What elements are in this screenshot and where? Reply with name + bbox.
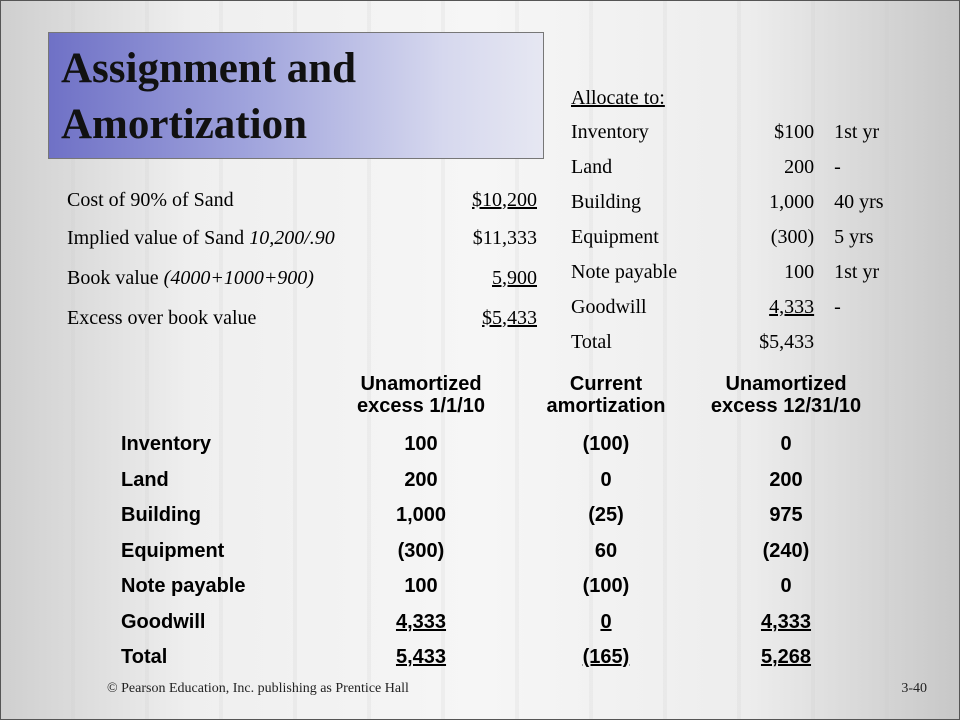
cell-end: 5,268 (760, 646, 812, 668)
allocation-heading: Allocate to: (571, 87, 665, 109)
row-label: Building (121, 504, 201, 526)
cell-current: 0 (600, 468, 612, 491)
cost-row (67, 182, 537, 218)
allocation-note: 1st yr (834, 121, 880, 143)
cell-end: 4,333 (760, 610, 812, 633)
slide-title (61, 41, 356, 153)
copyright-text: © Pearson Education, Inc. publishing as Prentice Hall (107, 681, 409, 696)
amortization-header (121, 373, 921, 427)
cell-start: 5,433 (395, 646, 447, 668)
allocation-note: 5 yrs (834, 226, 874, 248)
allocation-amount: 100 (784, 261, 815, 283)
allocation-table (571, 81, 911, 360)
cell-start: 4,333 (395, 610, 447, 633)
allocation-row (571, 185, 911, 220)
cost-row (67, 258, 537, 298)
table-row (121, 427, 921, 463)
amortization-table (121, 373, 921, 676)
cell-end: 200 (769, 468, 803, 491)
cell-current: (100) (582, 575, 630, 597)
cell-current: (100) (582, 433, 630, 455)
allocation-amount: (300) (770, 226, 815, 248)
table-row (121, 463, 921, 499)
title-line-1: Assignment and (61, 45, 357, 92)
allocation-note: 1st yr (834, 261, 880, 283)
cell-end: (240) (762, 539, 810, 562)
cell-start: (300) (397, 539, 445, 562)
cost-label-italic: 10,200/.90 (249, 226, 335, 249)
cell-end: 0 (780, 575, 792, 597)
cell-start: 100 (404, 433, 438, 455)
allocation-label: Equipment (571, 226, 659, 248)
cell-end: 975 (769, 504, 803, 526)
table-row (121, 498, 921, 534)
allocation-note (814, 325, 911, 360)
cell-start: 1,000 (395, 504, 447, 526)
cost-value: $5,433 (482, 306, 537, 329)
cost-value: $11,333 (472, 226, 537, 249)
allocation-label: Land (571, 156, 613, 178)
cell-current: 0 (600, 610, 612, 633)
row-label: Land (121, 468, 169, 491)
allocation-row (571, 290, 911, 325)
title-line-2: Amortization (61, 101, 307, 148)
allocation-amount: 200 (784, 156, 815, 178)
table-row (121, 569, 921, 605)
allocation-amount: 4,333 (769, 296, 815, 318)
cell-end: 0 (780, 433, 792, 455)
page-number: 3-40 (901, 681, 927, 696)
table-row (121, 605, 921, 641)
allocation-amount: $5,433 (759, 331, 815, 353)
cost-label: Cost of 90% of Sand (67, 188, 234, 211)
cost-table (67, 182, 537, 338)
allocation-label: Inventory (571, 121, 649, 143)
cell-start: 100 (404, 575, 438, 597)
cell-current: (165) (582, 646, 630, 668)
allocation-label: Total (571, 331, 612, 353)
row-label: Total (121, 646, 168, 668)
allocation-row (571, 220, 911, 255)
allocation-note: 40 yrs (834, 191, 884, 213)
cost-label: Excess over book value (67, 306, 257, 329)
allocation-row (571, 115, 911, 150)
allocation-note: - (834, 156, 841, 178)
column-header-current: Current amortization (546, 373, 666, 417)
cost-value: 5,900 (492, 266, 537, 289)
cost-label: Book value (67, 266, 164, 289)
cost-value: $10,200 (472, 188, 537, 211)
allocation-row (571, 255, 911, 290)
allocation-row (571, 325, 911, 360)
allocation-amount: $100 (774, 121, 815, 143)
cell-start: 200 (404, 468, 438, 491)
column-header-end: Unamortized excess 12/31/10 (710, 373, 862, 417)
cost-row (67, 298, 537, 338)
cost-label-italic: (4000+1000+900) (163, 266, 314, 289)
allocation-label: Note payable (571, 261, 678, 283)
cost-row (67, 218, 537, 258)
allocation-note: - (834, 296, 841, 318)
table-row (121, 640, 921, 676)
column-header-start: Unamortized excess 1/1/10 (357, 373, 485, 417)
cell-current: 60 (594, 539, 618, 562)
allocation-amount: 1,000 (769, 191, 815, 213)
table-row (121, 534, 921, 570)
row-label: Equipment (121, 539, 225, 562)
cell-current: (25) (588, 504, 624, 526)
allocation-label: Goodwill (571, 296, 647, 318)
allocation-row (571, 150, 911, 185)
row-label: Inventory (121, 433, 212, 455)
row-label: Goodwill (121, 610, 206, 633)
row-label: Note payable (121, 575, 246, 597)
cost-label: Implied value of Sand (67, 226, 250, 249)
slide-footer (107, 681, 927, 697)
allocation-label: Building (571, 191, 642, 213)
